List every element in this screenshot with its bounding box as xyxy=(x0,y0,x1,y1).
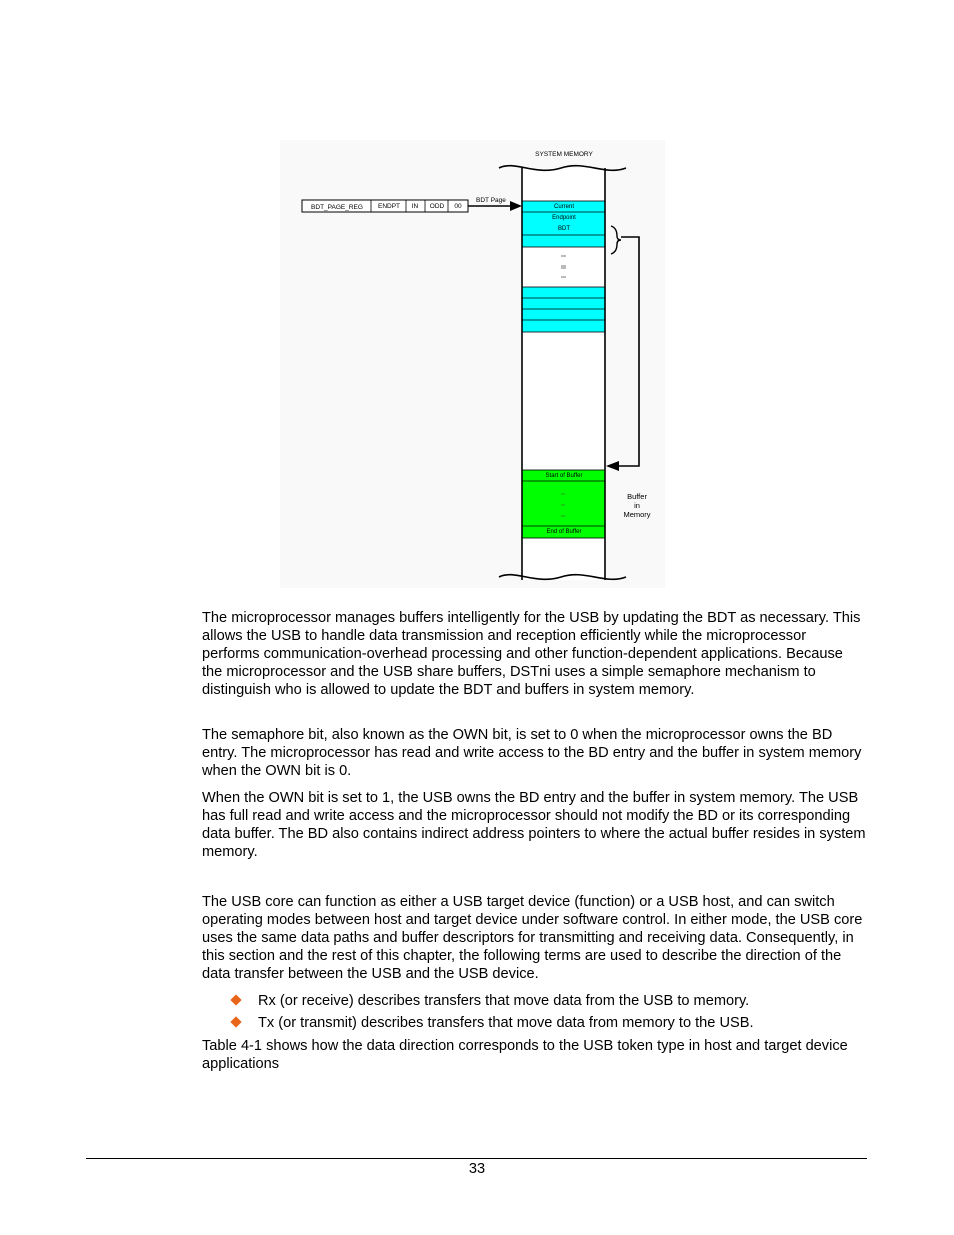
end-of-buffer-label: End of Buffer xyxy=(546,529,582,535)
bullet-rx-text: Rx (or receive) describes transfers that move data from the USB to memory. xyxy=(258,993,750,1009)
register-field-page: BDT_PAGE_REG xyxy=(311,204,363,211)
register-field-odd: ODD xyxy=(429,203,445,210)
bdt-lower-block xyxy=(522,287,605,332)
bdt-page-register xyxy=(302,200,468,212)
paragraph-own-bit-zero: The semaphore bit, also known as the OWN bit, is set to 0 when the microprocessor owns the BD entry. The microprocessor has read and write access to the BD entry and the buffer in system memory when the OWN bit is 0. xyxy=(202,727,862,779)
diamond-bullet-icon xyxy=(230,994,241,1005)
current-label: Current xyxy=(553,204,575,210)
register-field-endpt: ENDPT xyxy=(377,203,401,210)
diamond-bullet-icon xyxy=(230,1016,241,1027)
buffer-in-memory-label-line2: in xyxy=(634,501,640,510)
footer-rule xyxy=(86,1158,867,1159)
start-of-buffer-label: Start of Buffer xyxy=(545,473,583,479)
endpoint-label: Endpoint xyxy=(552,215,576,221)
bullet-tx-text: Tx (or transmit) describes transfers that move data from memory to the USB. xyxy=(258,1015,754,1031)
register-field-in: IN xyxy=(411,203,419,210)
paragraph-own-bit-one: When the OWN bit is set to 1, the USB owns the BD entry and the buffer in system memory. The USB has full read and write access and the microprocessor should not modify the BD or its corresponding data buffer. The BD also contains indirect address pointers to where the actual buffer resides in system memory. xyxy=(202,790,866,860)
register-field-zero: 00 xyxy=(454,203,462,210)
paragraph-buffer-management: The microprocessor manages buffers intelligently for the USB by updating the BDT as necessary. This allows the USB to handle data transmission and reception efficiently while the microprocessor performs communication-overhead processing and other function-dependent applications. Because the microprocessor and the USB share buffers, DSTni uses a simple semaphore mechanism to distinguish who is allowed to update the BDT and buffers in system memory. xyxy=(202,610,861,698)
bdt-page-label: BDT Page xyxy=(476,197,506,204)
system-memory-label: SYSTEM MEMORY xyxy=(535,151,593,158)
buffer-in-memory-label-line1: Buffer xyxy=(627,492,647,501)
bdt-label: BDT xyxy=(558,226,570,232)
buffer-block xyxy=(522,470,605,538)
page-number: 33 xyxy=(468,1161,486,1177)
bdt-memory-diagram xyxy=(0,0,954,600)
buffer-in-memory-label-line3: Memory xyxy=(623,510,651,519)
paragraph-usb-modes: The USB core can function as either a USB target device (function) or a USB host, and can switch operating modes between host and target device under software control. In either mode, the USB core uses the same data paths and buffer descriptors for transmitting and receiving data. Consequently, in this section and the rest of this chapter, the following terms are used to describe the direction of the data transfer between the USB and the USB device. xyxy=(202,894,863,982)
paragraph-table-reference: Table 4-1 shows how the data direction corresponds to the USB token type in host and target device applications xyxy=(202,1038,848,1072)
